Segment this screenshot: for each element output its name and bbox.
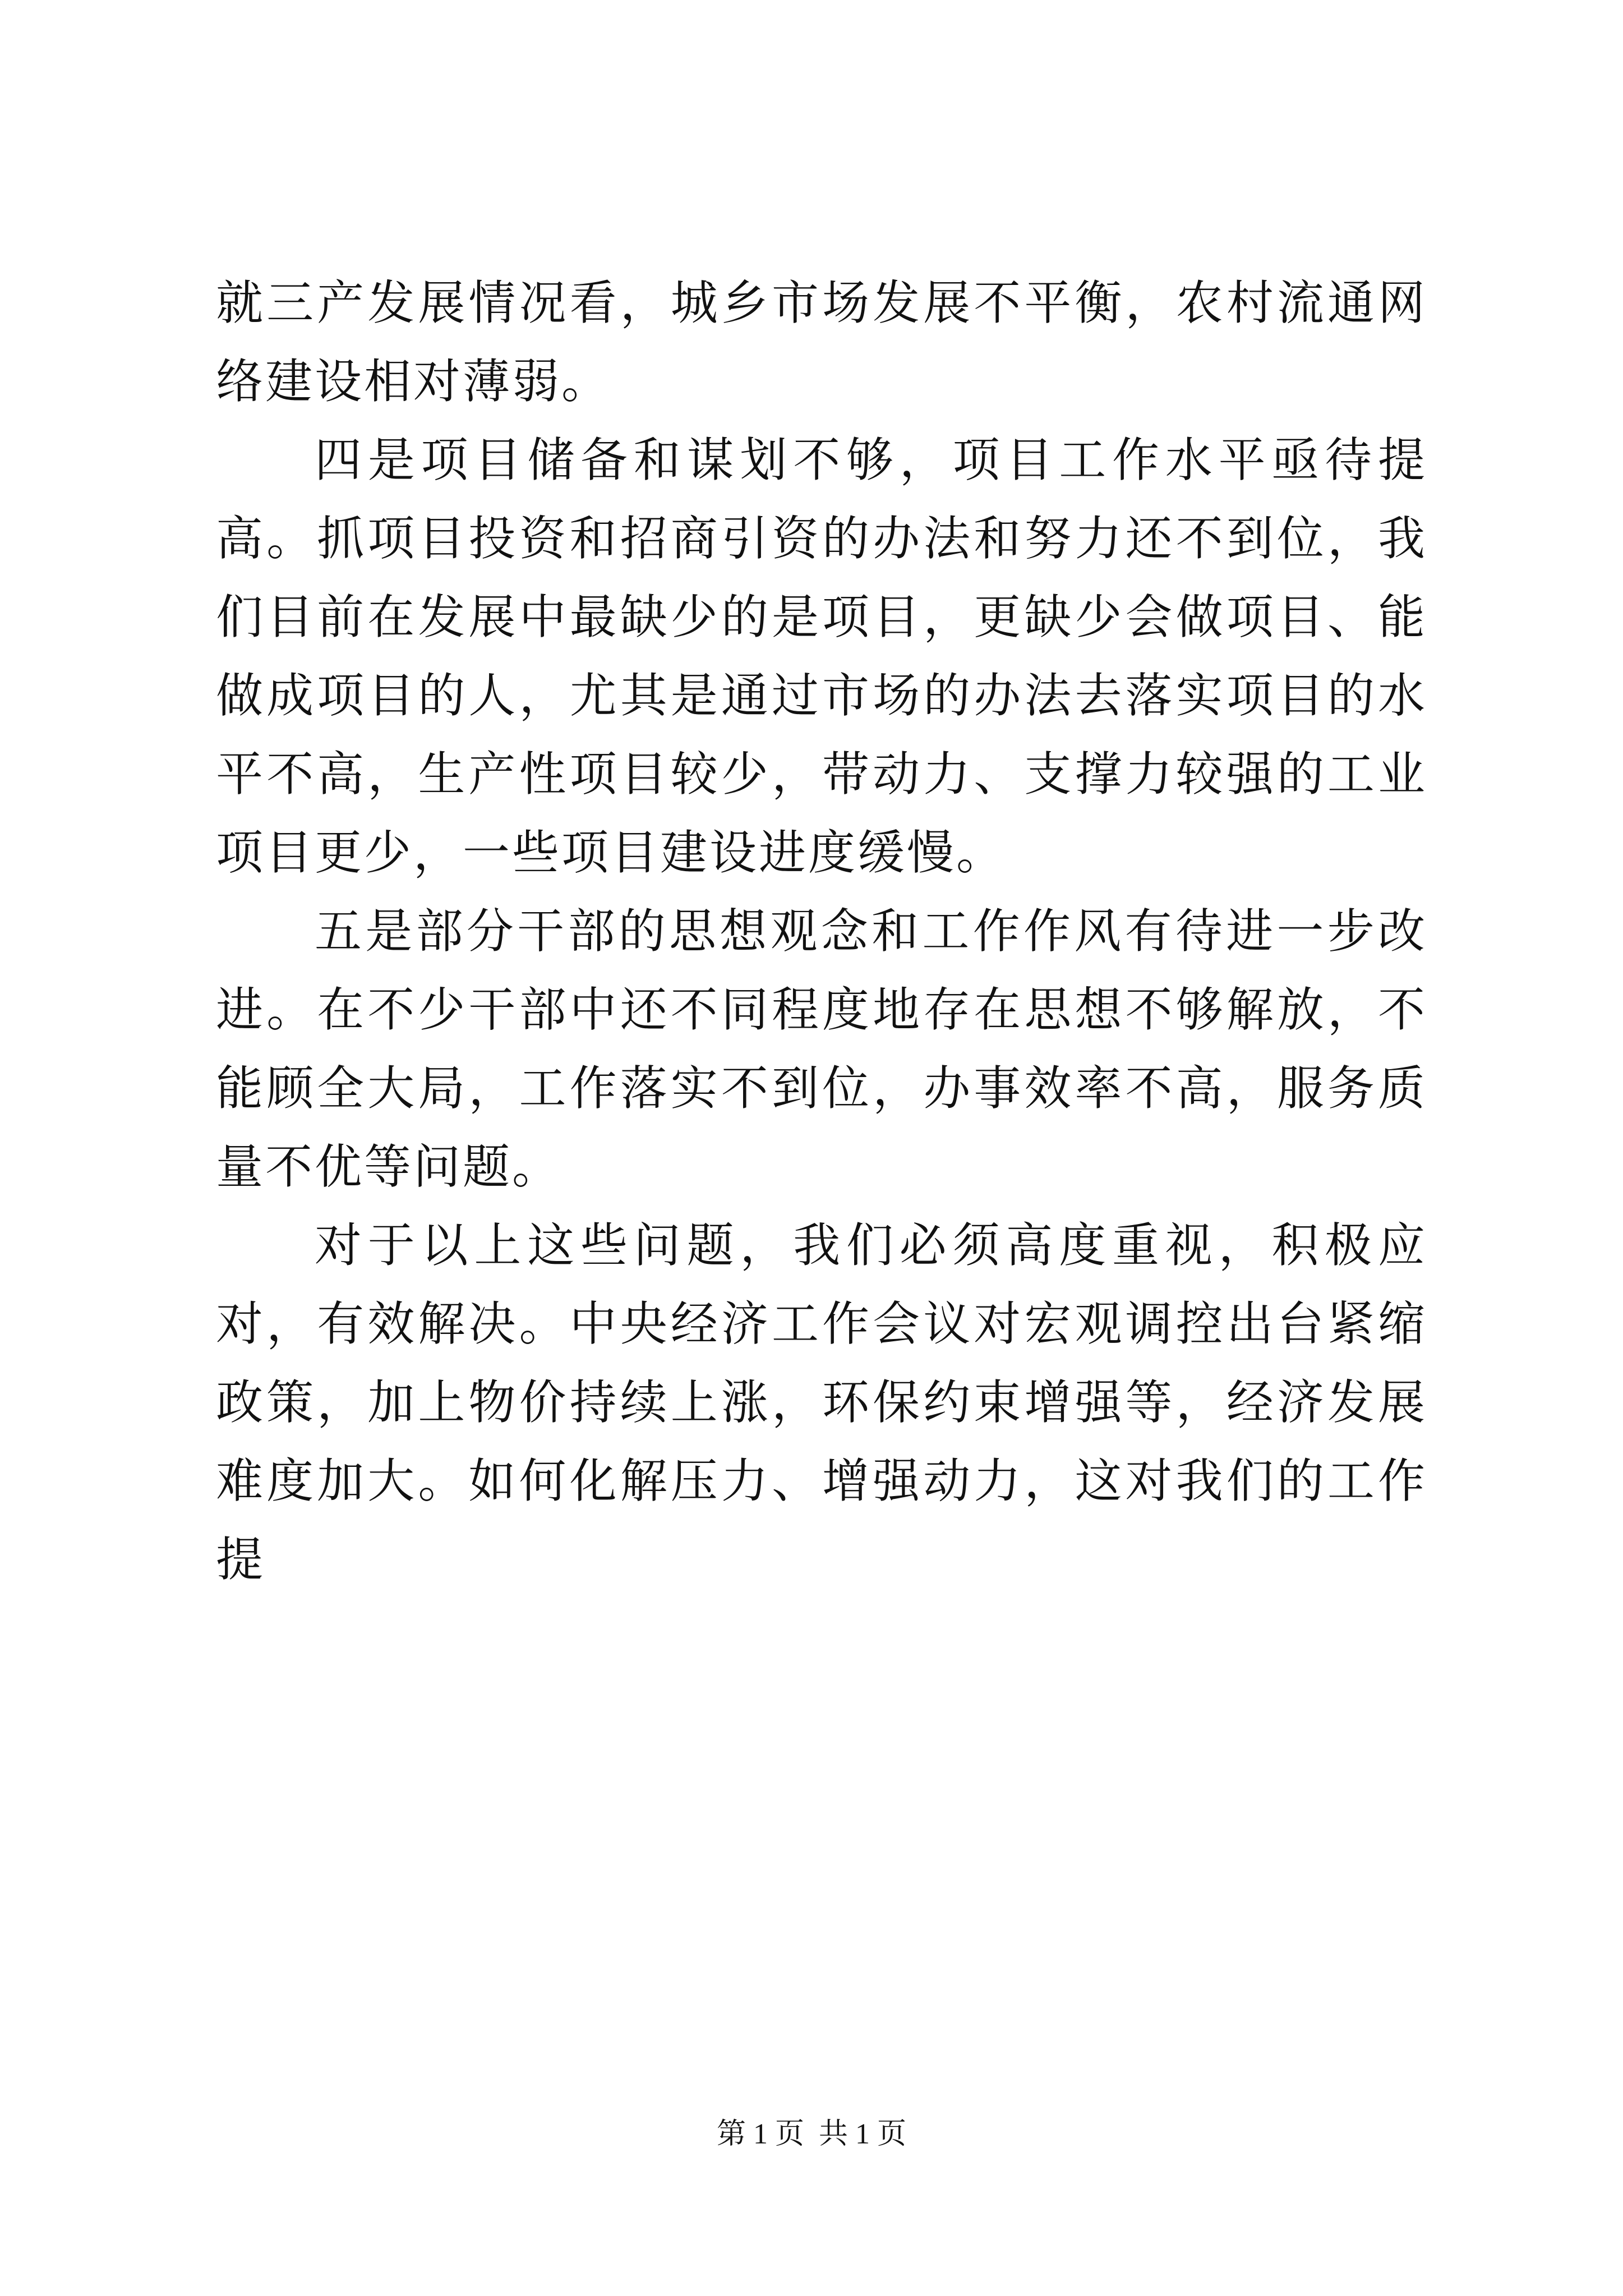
paragraph-2: 四是项目储备和谋划不够，项目工作水平亟待提高。抓项目投资和招商引资的办法和努力还不到位，我们目前在发展中最缺少的是项目，更缺少会做项目、能做成项目的人，尤其是通过市场的办法去落实项目的水平不高，生产性项目较少，带动力、支撑力较强的工业项目更少，一些项目建设进度缓慢。 bbox=[216, 432, 1427, 880]
document-body bbox=[216, 264, 1427, 1599]
page-footer bbox=[0, 2115, 1623, 2154]
paragraph-4: 对于以上这些问题，我们必须高度重视，积极应对，有效解决。中央经济工作会议对宏观调控出台紧缩政策，加上物价持续上涨，环保约束增强等，经济发展难度加大。如何化解压力、增强动力，这对我们的工作提 bbox=[216, 1218, 1427, 1587]
page-number-label: 第 1 页 共 1 页 bbox=[716, 2118, 906, 2150]
paragraph-3: 五是部分干部的思想观念和工作作风有待进一步改进。在不少干部中还不同程度地存在思想不够解放，不能顾全大局，工作落实不到位，办事效率不高，服务质量不优等问题。 bbox=[216, 904, 1427, 1194]
paragraph-1: 就三产发展情况看，城乡市场发展不平衡，农村流通网络建设相对薄弱。 bbox=[216, 275, 1427, 409]
